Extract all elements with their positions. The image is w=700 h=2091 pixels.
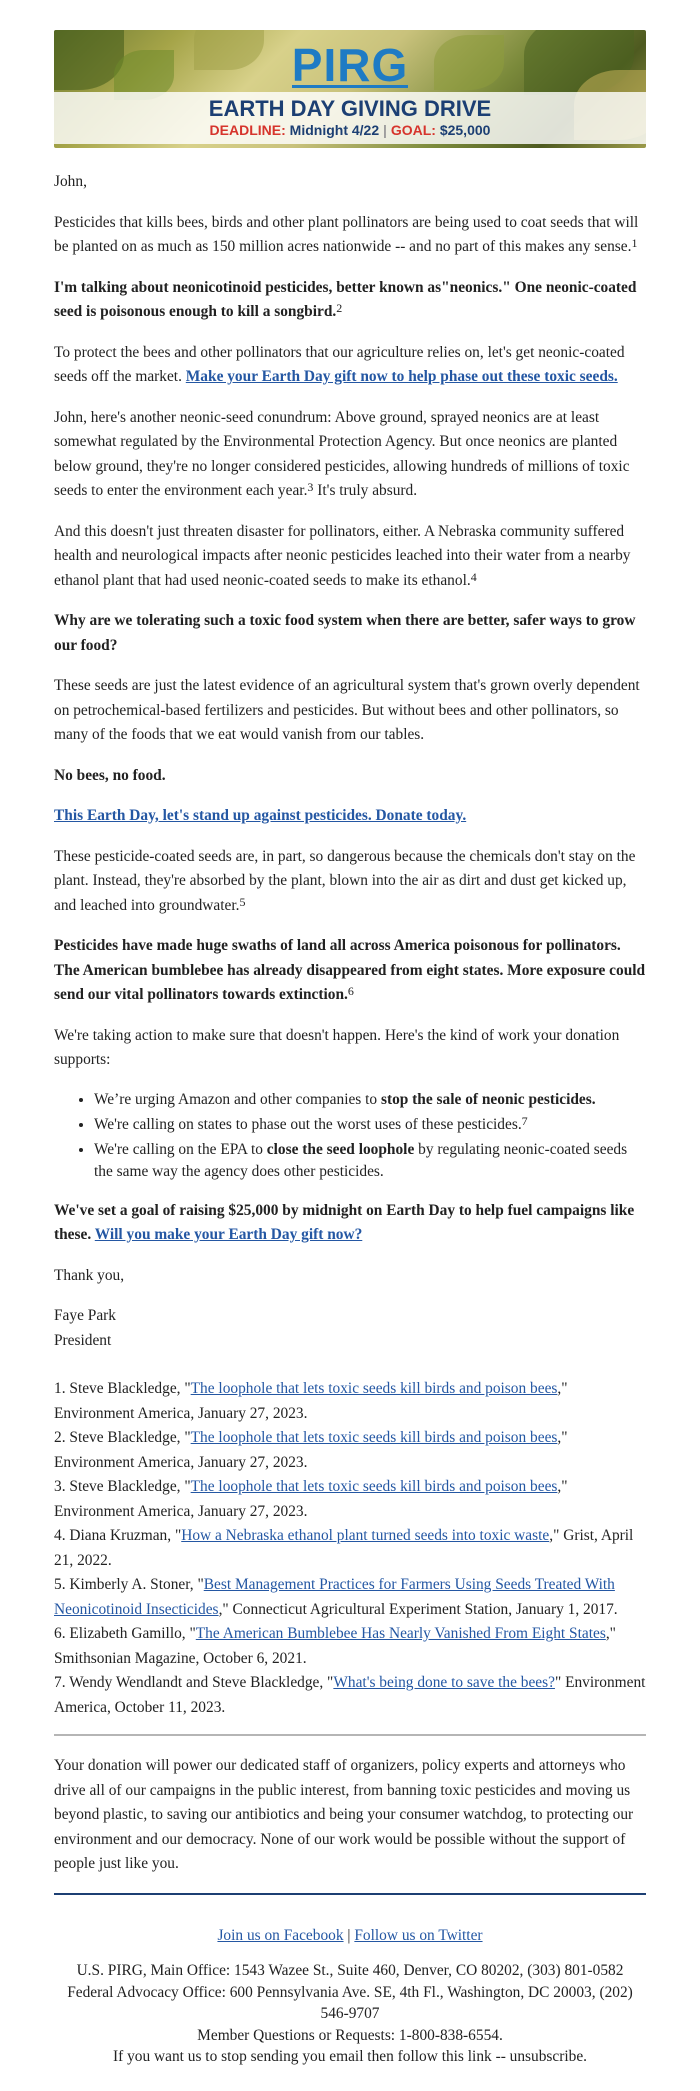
main-office-address: U.S. PIRG, Main Office: 1543 Wazee St., Suite 460, Denver, CO 80202, (303) 801-0582 (76, 1962, 624, 1979)
footnote-ref-7: 7 (521, 1113, 528, 1128)
footnote-ref-6: 6 (347, 984, 354, 998)
paragraph-intro: Pesticides that kills bees, birds and other plant pollinators are being used to coat seeds that will be planted on as much as 150 million acres nationwide -- and no part of this makes any sense.$^1$ (54, 213, 639, 255)
paragraph-donate-cta (54, 804, 646, 829)
footnote-item: 1. Steve Blackledge, "The loophole that lets toxic seeds kill birds and poison bees," Environment America, January 27, 2023. (54, 1380, 568, 1422)
footnote-link[interactable]: The loophole that lets toxic seeds kill birds and poison bees (190, 1380, 558, 1397)
footnote-ref-3: 3 (307, 480, 314, 494)
footnote-link[interactable]: The loophole that lets toxic seeds kill birds and poison bees (190, 1478, 558, 1495)
paragraph-dangerous: These pesticide-coated seeds are, in part, so dangerous because the chemicals don't stay on the plant. Instead, they're absorbed by the plant, blown into the air as dirt and dust get kicked up, and leached into groundwater.$^5$ (54, 847, 636, 914)
paragraph-neonics: I'm talking about neonicotinoid pesticides, better known as"neonics." One neonic-coated seed is poisonous enough to kill a songbird.$^2$ (54, 278, 637, 320)
donate-link-earth-day[interactable]: This Earth Day, let's stand up against pesticides. Donate today. (54, 807, 467, 824)
paragraph-agriculture: These seeds are just the latest evidence of an agricultural system that's grown overly dependent on petrochemical-based fertilizers and pesticides. But without bees and other pollinators, so many of the foods that we eat would vanish from our tables. (54, 677, 640, 743)
earth-day-banner[interactable] (54, 30, 646, 148)
twitter-link[interactable]: Follow us on Twitter (354, 1926, 483, 1944)
footnote-link[interactable]: The American Bumblebee Has Nearly Vanished From Eight States (195, 1625, 606, 1642)
email-body (54, 0, 646, 2068)
paragraph-nebraska: And this doesn't just threaten disaster for pollinators, either. A Nebraska community suffered health and neurological impacts after neonic pesticides leached into their water from a nearby ethanol plant that had used neonic-coated seeds to make its ethanol.$^4$ (54, 522, 631, 589)
greeting: John, (54, 173, 87, 190)
social-links: Join us on Facebook | Follow us on Twitter (217, 1926, 483, 1944)
signature (54, 1304, 646, 1353)
footnote-item: 3. Steve Blackledge, "The loophole that lets toxic seeds kill birds and poison bees," Environment America, January 27, 2023. (54, 1478, 568, 1520)
pirg-logo: PIRG (291, 39, 409, 91)
footnote-ref-4: 4 (470, 569, 477, 584)
paragraph-question: Why are we tolerating such a toxic food system when there are better, safer ways to grow our food? (54, 612, 636, 654)
footnote-item: 4. Diana Kruzman, "How a Nebraska ethanol plant turned seeds into toxic waste," Grist, April 21, 2022. (54, 1527, 634, 1569)
footnote-ref-5: 5 (239, 894, 246, 909)
footer (54, 1925, 646, 2068)
list-item: • We're calling on states to phase out the worst uses of these pesticides.$^7$ (94, 1114, 646, 1136)
paragraph-swaths: Pesticides have made huge swaths of land all across America poisonous for pollinators. The American bumblebee has already disappeared from eight states. More exposure could send our vital pollinators towards extinction.$^6$ (54, 937, 646, 1003)
divider (54, 1734, 646, 1736)
federal-office-address: Federal Advocacy Office: 600 Pennsylvania Ave. SE, 4th Fl., Washington, DC 20003, (202) 546-9707 (67, 1983, 633, 2022)
member-questions: Member Questions or Requests: 1-800-838-6554. (197, 2026, 503, 2044)
paragraph-no-bees: No bees, no food. (54, 766, 166, 784)
donate-link-phase-out[interactable]: Make your Earth Day gift now to help phase out these toxic seeds. (185, 368, 618, 385)
footnote-item: 5. Kimberly A. Stoner, "Best Management Practices for Farmers Using Seeds Treated With Neonicotinoid Insecticides," Connecticut Agricultural Experiment Station, January 1, 2017. (54, 1576, 618, 1618)
footnote-item: 7. Wendy Wendlandt and Steve Blackledge, "What's being done to save the bees?" Environment America, October 11, 2023. (54, 1674, 646, 1716)
paragraph-action: We're taking action to make sure that doesn't happen. Here's the kind of work your donation supports: (54, 1026, 620, 1068)
paragraph-protect: To protect the bees and other pollinators that our agriculture relies on, let's get neonic-coated seeds off the market. Make your Earth Day gift now to help phase out these toxic seeds. (54, 343, 625, 385)
unsubscribe-text[interactable]: If you want us to stop sending you email then follow this link -- unsubscribe. (112, 2048, 588, 2065)
footnote-ref-1: 1 (631, 236, 638, 250)
footnote-link[interactable]: How a Nebraska ethanol plant turned seeds into toxic waste (181, 1527, 550, 1544)
facebook-link[interactable]: Join us on Facebook (217, 1926, 344, 1944)
about-paragraph: Your donation will power our dedicated staff of organizers, policy experts and attorneys who drive all of our campaigns in the public interest, from banning toxic pesticides and moving us beyond plastic, to saving our antibiotics and being your consumer watchdog, to protecting our environment and our democracy. None of our work would be possible without the support of people just like you. (54, 1757, 634, 1872)
footnote-link[interactable]: Best Management Practices for Farmers Using Seeds Treated With Neonicotinoid Insecticides (54, 1576, 615, 1618)
closing: Thank you, (54, 1266, 125, 1284)
work-list (54, 1089, 646, 1183)
footnote-item: 2. Steve Blackledge, "The loophole that lets toxic seeds kill birds and poison bees," Environment America, January 27, 2023. (54, 1429, 568, 1471)
list-item: • We're calling on the EPA to close the seed loophole by regulating neonic-coated seeds the same way the agency does other pesticides. (94, 1139, 646, 1183)
donate-link-gift-now[interactable]: Will you make your Earth Day gift now? (94, 1226, 363, 1243)
footnote-item: 6. Elizabeth Gamillo, "The American Bumblebee Has Nearly Vanished From Eight States," Smithsonian Magazine, October 6, 2021. (54, 1625, 616, 1667)
banner-deadline: DEADLINE: Midnight 4/22 | GOAL: $25,000 (209, 122, 491, 138)
banner-title: EARTH DAY GIVING DRIVE (208, 96, 492, 121)
signer-name: Faye Park (54, 1307, 116, 1324)
footnote-link[interactable]: The loophole that lets toxic seeds kill birds and poison bees (190, 1429, 558, 1446)
paragraph-conundrum: John, here's another neonic-seed conundrum: Above ground, sprayed neonics are at least somewhat regulated by the Environmental Protection Agency. But once neonics are planted below ground, they're no longer considered pesticides, allowing hundreds of millions of toxic seeds to enter the environment each year.$^3$ It's truly absurd. (54, 408, 630, 499)
divider-footer (54, 1893, 646, 1895)
footnotes (54, 1377, 646, 1720)
signer-title: President (54, 1331, 112, 1349)
list-item: • We’re urging Amazon and other companies to stop the sale of neonic pesticides. (94, 1089, 646, 1111)
footnote-link[interactable]: What's being done to save the bees? (333, 1674, 555, 1691)
paragraph-goal: We've set a goal of raising $25,000 by midnight on Earth Day to help fuel campaigns like these. Will you make your Earth Day gift now? (54, 1201, 635, 1243)
footnote-ref-2: 2 (336, 301, 343, 315)
